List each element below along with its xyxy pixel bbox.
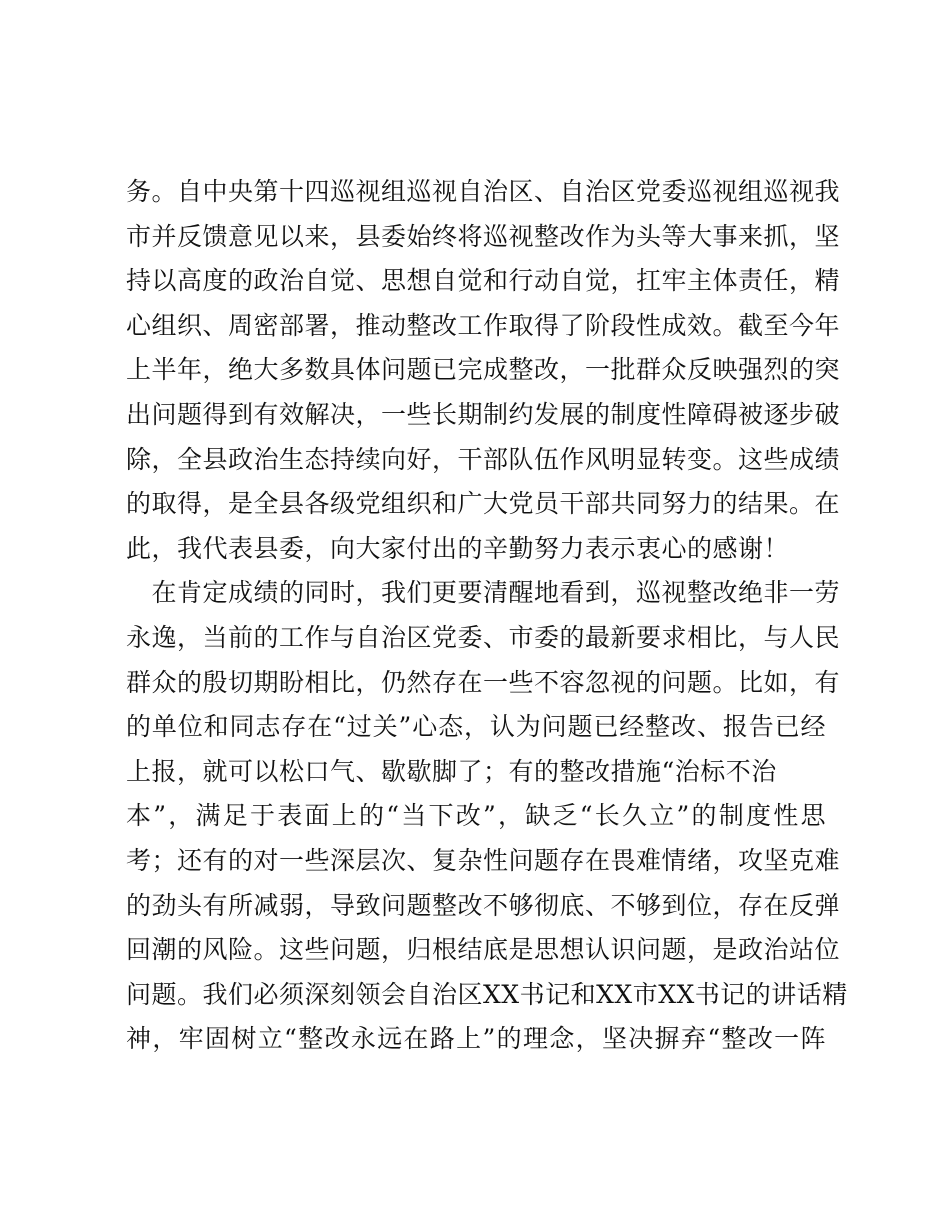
text-line: 此，我代表县委，向大家付出的辛勤努力表示衷心的感谢！ [126,533,790,563]
text-line: 上半年，绝大多数具体问题已完成整改，一批群众反映强烈的突 [126,355,841,385]
text-line: 问题。我们必须深刻领会自治区XX书记和XX市XX书记的讲话精 [126,979,848,1009]
text-line: 本”，满足于表面上的“当下改”，缺乏“长久立”的制度性思 [126,801,826,831]
text-line: 出问题得到有效解决，一些长期制约发展的制度性障碍被逐步破 [126,399,841,429]
text-line: 的单位和同志存在“过关”心态，认为问题已经整改、报告已经 [126,712,826,742]
text-line: 心组织、周密部署，推动整改工作取得了阶段性成效。截至今年 [126,310,841,340]
text-line: 在肯定成绩的同时，我们更要清醒地看到，巡视整改绝非一劳 [126,578,841,608]
text-line: 的取得，是全县各级党组织和广大党员干部共同努力的结果。在 [126,489,841,519]
text-line: 的劲头有所减弱，导致问题整改不够彻底、不够到位，存在反弹 [126,890,841,920]
text-line: 永逸，当前的工作与自治区党委、市委的最新要求相比，与人民 [126,622,841,652]
text-line: 市并反馈意见以来，县委始终将巡视整改作为头等大事来抓，坚 [126,221,841,251]
text-line: 务。自中央第十四巡视组巡视自治区、自治区党委巡视组巡视我 [126,177,841,206]
text-line: 回潮的风险。这些问题，归根结底是思想认识问题，是政治站位 [126,935,841,965]
text-line: 考；还有的对一些深层次、复杂性问题存在畏难情绪，攻坚克难 [126,845,841,875]
text-line: 除，全县政治生态持续向好，干部队伍作风明显转变。这些成绩 [126,444,841,474]
text-line: 群众的殷切期盼相比，仍然存在一些不容忽视的问题。比如，有 [126,667,841,697]
text-line: 神，牢固树立“整改永远在路上”的理念，坚决摒弃“整改一阵 [126,1024,826,1054]
text-line: 持以高度的政治自觉、思想自觉和行动自觉，扛牢主体责任，精 [126,266,841,296]
body-text [126,170,848,1062]
text-line: 上报，就可以松口气、歇歇脚了；有的整改措施“治标不治 [126,756,777,786]
